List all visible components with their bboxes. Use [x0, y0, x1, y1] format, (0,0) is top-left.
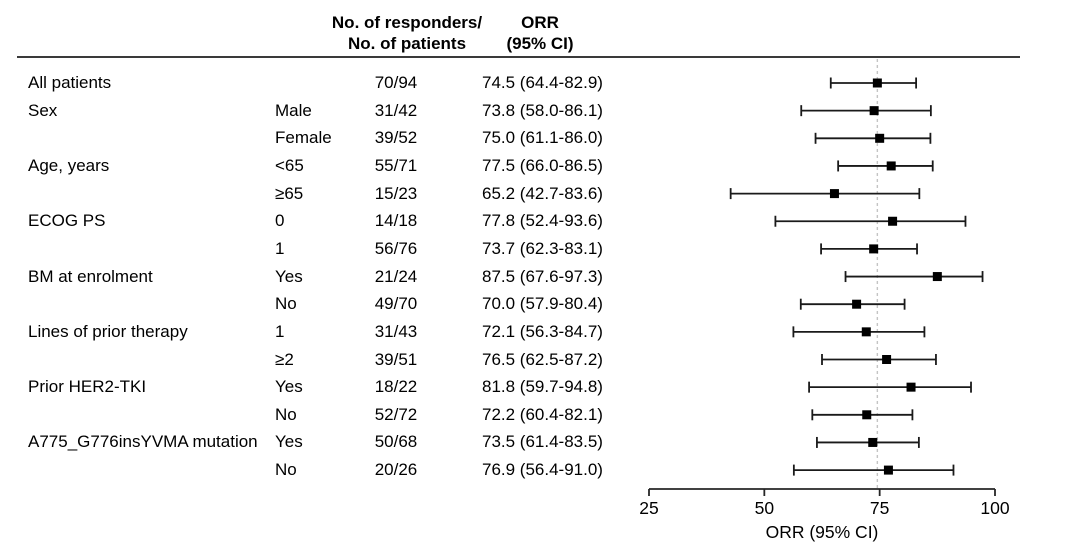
row-n-over-N: 20/26 [374, 460, 418, 480]
row-subgroup-label: No [275, 294, 297, 314]
row-n-over-N: 31/43 [374, 321, 418, 341]
row-orr-ci-text: 72.1 (56.3-84.7) [482, 321, 603, 341]
row-orr-ci-text: 76.9 (56.4-91.0) [482, 460, 603, 480]
row-n-over-N: 70/94 [374, 73, 418, 92]
point-estimate-marker [888, 217, 897, 226]
row-n-over-N: 39/52 [374, 128, 418, 148]
row-subgroup-label: No [275, 404, 297, 424]
row-n-over-N: 15/23 [374, 183, 418, 203]
x-axis-tick-label: 50 [754, 498, 775, 518]
row-n-over-N: 50/68 [374, 432, 418, 452]
row-orr-ci-text: 77.5 (66.0-86.5) [482, 155, 603, 175]
row-n-over-N: 31/42 [374, 100, 418, 120]
column-header-orr-line1: ORR [521, 13, 559, 32]
point-estimate-marker [852, 300, 861, 309]
row-orr-ci-text: 77.8 (52.4-93.6) [482, 211, 603, 231]
row-subgroup-label: Yes [275, 432, 303, 452]
row-group-label: Prior HER2-TKI [28, 377, 147, 397]
point-estimate-marker [875, 134, 884, 143]
row-subgroup-label: Female [275, 128, 332, 148]
row-n-over-N: 49/70 [374, 294, 418, 314]
point-estimate-marker [887, 161, 896, 170]
row-subgroup-label: <65 [275, 155, 304, 175]
row-n-over-N: 21/24 [374, 266, 418, 286]
row-orr-ci-text: 76.5 (62.5-87.2) [482, 349, 603, 369]
point-estimate-marker [830, 189, 839, 198]
row-subgroup-label: 0 [275, 211, 285, 231]
row-n-over-N: 52/72 [374, 404, 418, 424]
row-orr-ci-text: 70.0 (57.9-80.4) [482, 294, 603, 314]
row-orr-ci-text: 65.2 (42.7-83.6) [482, 183, 603, 203]
row-orr-ci-text: 73.8 (58.0-86.1) [482, 100, 603, 120]
point-estimate-marker [907, 383, 916, 392]
row-n-over-N: 18/22 [374, 377, 418, 397]
column-header-responders-line2: No. of patients [347, 34, 467, 53]
row-orr-ci-text: 87.5 (67.6-97.3) [482, 266, 603, 286]
row-orr-ci-text: 73.7 (62.3-83.1) [482, 238, 603, 258]
row-group-label: Age, years [28, 155, 110, 175]
row-subgroup-label: No [275, 460, 297, 480]
point-estimate-marker [884, 466, 893, 475]
row-n-over-N: 56/76 [374, 238, 418, 258]
row-group-label: All patients [28, 73, 112, 92]
row-subgroup-label: Yes [275, 266, 303, 286]
row-subgroup-label: 1 [275, 321, 285, 341]
row-group-label: BM at enrolment [28, 266, 153, 286]
row-orr-ci-text: 81.8 (59.7-94.8) [482, 377, 603, 397]
point-estimate-marker [868, 438, 877, 447]
point-estimate-marker [869, 244, 878, 253]
row-group-label: Lines of prior therapy [28, 321, 188, 341]
row-n-over-N: 39/51 [374, 349, 418, 369]
x-axis-title: ORR (95% CI) [765, 522, 879, 542]
row-subgroup-label: 1 [275, 238, 285, 258]
row-subgroup-label: ≥2 [275, 349, 294, 369]
row-orr-ci-text: 72.2 (60.4-82.1) [482, 404, 603, 424]
row-subgroup-label: Yes [275, 377, 303, 397]
point-estimate-marker [862, 327, 871, 336]
row-subgroup-label: ≥65 [275, 183, 304, 203]
row-n-over-N: 55/71 [374, 155, 418, 175]
point-estimate-marker [862, 410, 871, 419]
column-header-orr-line2: (95% CI) [506, 34, 574, 53]
x-axis-tick-label: 25 [639, 498, 659, 518]
point-estimate-marker [870, 106, 879, 115]
row-group-label: Sex [28, 100, 58, 120]
x-axis-tick-label: 100 [980, 498, 1010, 518]
row-orr-ci-text: 75.0 (61.1-86.0) [482, 128, 603, 148]
point-estimate-marker [882, 355, 891, 364]
point-estimate-marker [933, 272, 942, 281]
row-group-label: A775_G776insYVMA mutation [28, 432, 258, 452]
row-orr-ci-text: 74.5 (64.4-82.9) [482, 73, 603, 92]
x-axis-tick-label: 75 [869, 498, 890, 518]
row-group-label: ECOG PS [28, 211, 106, 231]
row-subgroup-label: Male [275, 100, 312, 120]
row-n-over-N: 14/18 [374, 211, 418, 231]
point-estimate-marker [873, 79, 882, 88]
row-orr-ci-text: 73.5 (61.4-83.5) [482, 432, 603, 452]
column-header-responders-line1: No. of responders/ [331, 13, 483, 32]
